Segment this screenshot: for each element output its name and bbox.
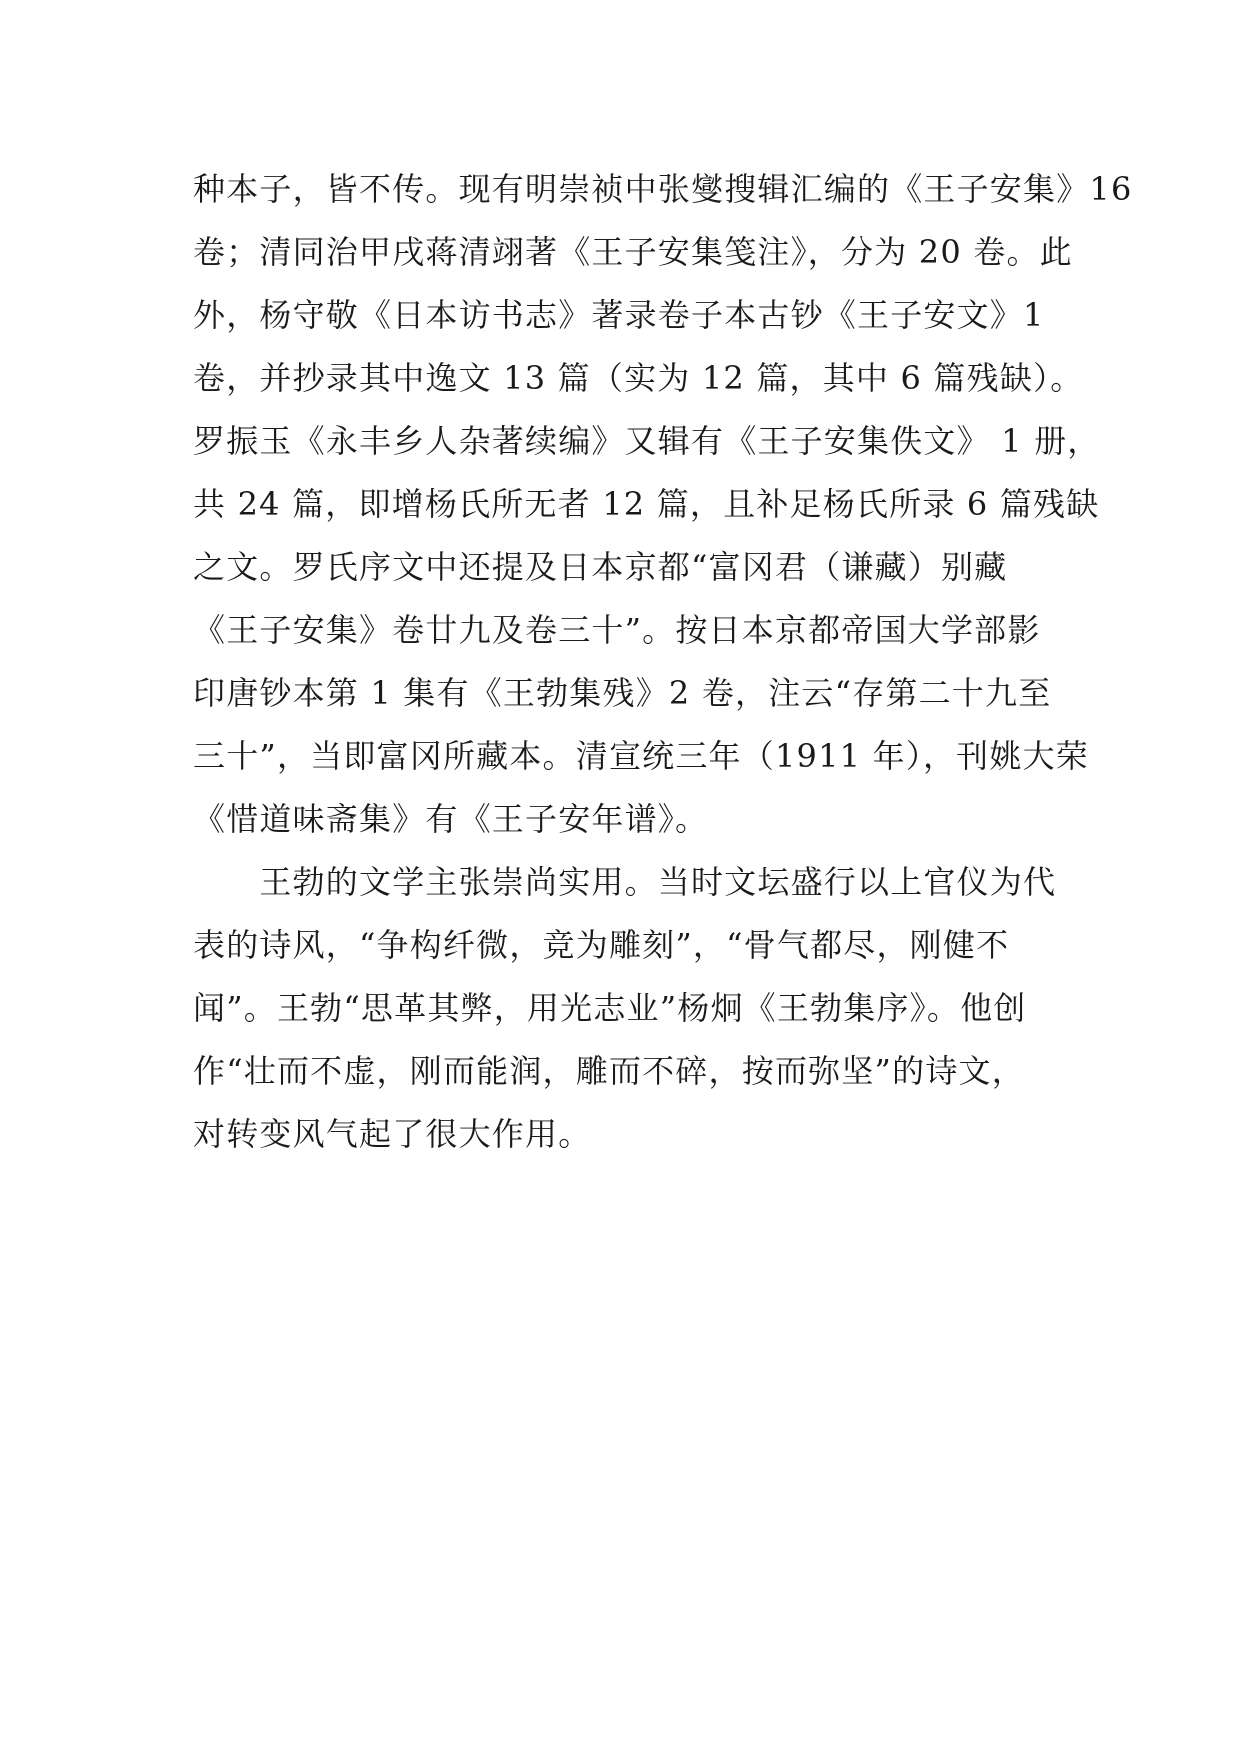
text-line: 外，杨守敬《日本访书志》著录卷子本古钞《王子安文》1 (193, 296, 1045, 334)
text-line: 卷；清同治甲戌蒋清翊著《王子安集笺注》，分为 20 卷。此 (193, 233, 1073, 271)
text-line: 共 24 篇，即增杨氏所无者 12 篇，且补足杨氏所录 6 篇残缺 (193, 485, 1100, 523)
text-line: 种本子，皆不传。现有明崇祯中张燮搜辑汇编的《王子安集》16 (193, 170, 1133, 208)
body-text (193, 158, 1133, 1166)
paragraph-1 (193, 158, 1133, 851)
text-line: 《王子安集》卷廿九及卷三十”。按日本京都帝国大学部影 (193, 611, 1041, 649)
text-line: 印唐钞本第 1 集有《王勃集残》2 卷，注云“存第二十九至 (193, 674, 1052, 712)
paragraph-2 (193, 851, 1057, 1166)
text-line: 《惜道味斋集》有《王子安年谱》。 (193, 800, 709, 838)
text-line: 罗振玉《永丰乡人杂著续编》又辑有《王子安集佚文》 1 册， (193, 422, 1101, 460)
text-line: 作“壮而不虚，刚而能润，雕而不碎，按而弥坚”的诗文， (193, 1052, 1025, 1090)
text-line: 表的诗风，“争构纤微，竞为雕刻”，“骨气都尽，刚健不 (193, 926, 1010, 964)
text-line: 之文。罗氏序文中还提及日本京都“富冈君（谦藏）别藏 (193, 548, 1008, 586)
text-line: 闻”。王勃“思革其弊，用光志业”杨炯《王勃集序》。他创 (193, 989, 1027, 1027)
text-line: 卷，并抄录其中逸文 13 篇（实为 12 篇，其中 6 篇残缺）。 (193, 359, 1084, 397)
text-line: 三十”，当即富冈所藏本。清宣统三年（1911 年），刊姚大荣 (193, 737, 1089, 775)
text-line: 王勃的文学主张崇尚实用。当时文坛盛行以上官仪为代 (193, 863, 1057, 901)
text-line: 对转变风气起了很大作用。 (193, 1115, 592, 1153)
